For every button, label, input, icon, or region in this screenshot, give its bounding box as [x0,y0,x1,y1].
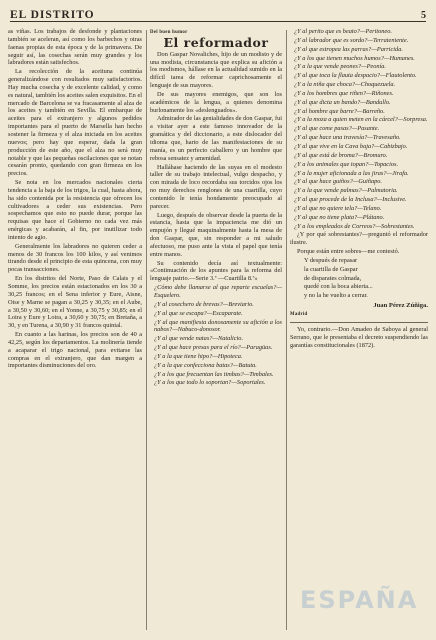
dateline-city: Madrid [290,312,308,317]
dialogue-line: ¿Y al labrador que es sordo?—Terrateniente. [294,36,409,44]
dialogue-line: ¿Y a los animales que topan?—Topacios. [294,160,399,168]
dialogue-line: ¿Y al que come pasas?—Pasante. [294,125,380,133]
dialogue-line: ¿Y a los hombres que riñen?—Riñones. [294,89,394,97]
dialogue-list [150,284,282,387]
column-divider [146,30,147,630]
masthead [10,6,426,22]
library-watermark: ESPAÑA [300,586,419,614]
dialogue-line: ¿Y al que está de broma?—Bromuro. [294,151,388,159]
paragraph: Yo, contrario.—Don Amadeo de Saboya al general Serrano, que le presentaba el decreto suspendiendo las garantías constitucionales (1872). [290,325,428,349]
article-title: El reformador [163,34,269,50]
dialogue-line: ¿Y a los que tienen muchos humos?—Humanes. [294,54,415,62]
poem-line: la cuartilla de Gaspar [304,265,358,273]
dialogue-line: ¿Y a los empleados de Correos?—Sobrestantes. [294,222,415,230]
dialogue-line: ¿Y a la mujer aficionada a las jiras?—Jirafa. [294,169,409,177]
dialogue-line: ¿Y al que manifiesta donosamente su afición a los nabos?—Nabuco-donosor. [154,318,282,334]
poem-line: y no la he vuelto a cerrar. [304,292,368,300]
paragraph: Se nota en los mercados nacionales cierta tendencia a la baja de los trigos, la cual, hasta ahora, ha sido contenida por la resistencia que ofrecen los cultivadores a ceder sus existencias. Pero sospechamos que esto no puede durar, porque las requisas que hace el Gobierno no cada vez más enérgicas y acabarán, al fin, por inutilizar todo intento de agio. [8,179,142,241]
column-divider [286,30,287,630]
column-agriculture [8,28,142,634]
dialogue-line: ¿Y a la que vende palmas?—Palmatoria. [294,187,398,195]
dialogue-line: ¿Y al que vive en la Cava baja?—Cabizbajo. [294,142,408,150]
dialogue-line: ¿Y al perito que es beato?—Peritoneo. [294,28,392,35]
dialogue-line: ¿Y a la que vende peones?—Peonía. [294,63,386,71]
newspaper-title: EL DISTRITO [10,9,95,21]
dialogue-line: ¿Y al cosechero de brevas?—Breviario. [154,300,254,308]
column-reformador-continued [290,28,428,634]
section-divider [290,322,428,323]
dialogue-line: ¿Y al que hace presas para el río?—Paragüas. [154,344,273,352]
paragraph: as viñas. Los trabajos de desfonde y plantaciones también se aceleran, así como los barbechos y otras faenas propias de esta época y de la primavera. De seguir así, las cosechas serán muy grandes y los labradores están satisfechos. [8,28,142,67]
dialogue-line: ¿Y al que hace guiños?—Guiñapo. [294,178,382,186]
paragraph: Admirador de las genialidades de don Gaspar, fui a visitar ayer a este famoso innovador de la gramática y del diccionario, a este dislocador del idioma que, harto de las manifestaciones de su manía, es un perfecto caballero y un hombre que rebosa sensatez y amenidad. [150,115,282,162]
page-number: 5 [421,10,426,21]
paragraph: Halláhase haciendo de las suyas en el modesto taller de su trabajo intelectual, vulgo despacho, y con mirada de loco recordaba sus torcidos ojos los no muy derechos renglones de una cuartilla, cuyo contenido le tenía hondamente preocupado al parecer. [150,163,282,210]
author-signature: Juan Pérez Zúñiga. [373,302,428,310]
dialogue-line: ¿Y al que procede de la Inclusa?—Inclusive. [294,196,407,204]
dialogue-line: ¿Y al que no tiene plata?—Plátano. [294,213,385,221]
paragraph: En los distritos del Norte, Paso de Calais y el Somme, los precios están estacionados en los 30 a 30,25 francos; en el Sena inferior y Eure, Aisne, Oise y Marne se pagan a 30,25 y 30,35; en el Aube, a 30,50 y 30,60; en el Yonne, a 30,75 y 30,85; en el Loira y Eure y Loira, a 30,60 y 30,75; en Bretaña, a 30, y en Turena, a 30,90 y 31 francos quintal. [8,275,142,330]
dialogue-line: ¿Y al que no quiere tela?—Telano. [294,204,382,212]
dialogue-line: ¿Cómo debe llamarse al que reparte escuelas?—Esquelero. [154,284,282,299]
dialogue-line: ¿Y al que toca la flauta despacio?—Flautolento. [294,72,417,80]
paragraph: De sus mayores enemigos, que son los académicos de la lengua, a quienes denomina burlonamente los «deslenguados». [150,90,282,114]
column-reformador [150,28,282,634]
dialogue-line: ¿Y a la niña que choca?—Choquezuela. [294,81,396,89]
dialogue-line: ¿Y al que se escapa?—Escaparate. [154,309,243,317]
dialogue-line: ¿Y a la que confecciona batas?—Batuta. [154,361,257,369]
dialogue-line: ¿Y al que estropea las parras?—Parricida. [294,45,403,53]
dialogue-line: ¿Y al que vende natas?—Natalicio. [154,335,244,343]
dialogue-list [290,28,428,230]
paragraph: Luego, después de observar desde la puerta de la estancia, hasta que la impaciencia me dió un empujón y llegué maquinalmente hasta la mesa de don Gaspar, que, sin responder a mi saludo afectuoso, me puso ante la vista el papel que tenía entre manos. [150,211,282,258]
poem-line: de disparates colmada, [304,274,362,282]
dialogue-line: ¿Y al hombre que barre?—Barreño. [294,107,385,115]
dialogue-line: ¿Y a los que todo lo soportan?—Soportales. [154,379,266,387]
paragraph: En cuanto a las harinas, los precios son de 40 a 42,25, según los departamentos. La molinería tiende a acaparar el trigo nacional, para evitarse las compras en el extranjero, que dan margen a importantes disminuciones del oro. [8,331,142,370]
paragraph: Su contenido decía así textualmente: «Continuación de los apuntes para la reforma del lenguaje patrio.—Serie 3.ª —Cuartilla 8.ª» [150,259,282,283]
dialogue-line: ¿Y a la que tiene hipo?—Hipoteca. [154,352,243,360]
closing-poem [290,257,428,300]
section-label: Del buen humor [150,30,188,35]
paragraph: La recolección de la aceituna continúa generalizándose con resultados muy satisfactorios. Hay mucha cosecha y de excelente calidad, y como es natural, también los aceites salen exquisitos. En el mercado de Barcelona se va fracasamente al alza de los aceites y también en Sevilla. El embarque de aceites para el extranjero y algunos pedidos importantes para el puerto de Marsella han hecho sostener la firmeza y el alza iniciada en los aceites nuevos; pero hay que esperar, dada la gran producción de este año, que el alza no será muy notable y que las pequeñas oscilaciones que se notan cesarán pronto, quedando con gran firmeza en los precios. [8,68,142,178]
paragraph: ¿Y por qué sobrestantes?—preguntó el reformador ilustre. [290,231,428,247]
dialogue-line: ¿Y al que dicta un bando?—Bandullo. [294,98,391,106]
dialogue-line: ¿Y a los que frecuentan las timbas?—Timbales. [154,370,274,378]
paragraph: Generalmente los labradores no quieren ceder a menos de 30 francos los 100 kilos, y así venimos tirando desde el principio de esta quincena, con muy pocas transacciones. [8,242,142,274]
dialogue-line: ¿Y al que hace una travesía?—Travesaño. [294,134,401,142]
poem-line: Y después de repasar [304,256,358,264]
paragraph: Porque están entre sobres—me contestó. [297,248,400,256]
poem-line: quedé con la boca abierta... [304,283,373,291]
dialogue-line: ¿Y a la moza a quien meten en la cárcel?—Sorpresa. [294,116,428,124]
paragraph: Don Gaspar Novaliches, hijo de un modisto y de una modista, circunstancia que explica su afición a los modismos, hállase en la actualidad sumido en la difícil tarea de reformar caprichosamente el lenguaje de sus mayores. [150,50,282,90]
